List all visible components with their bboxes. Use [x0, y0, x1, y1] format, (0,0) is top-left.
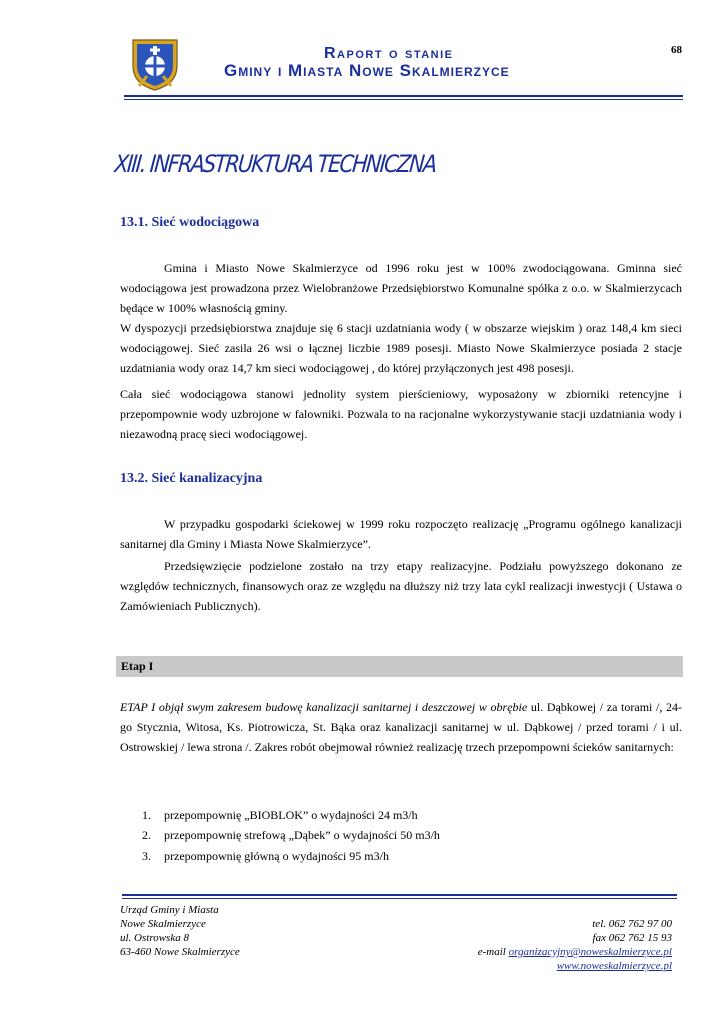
footer-contact	[478, 917, 672, 973]
paragraph: Przedsięwzięcie podzielone zostało na trzy etapy realizacyjne. Podziału powyższego dokonano ze względów technicznych, finansowych oraz ze względu na dłuższy niż trzy lata cykl realizacji inwestycji ( Ustawa o Zamówieniach Publicznych).	[120, 559, 682, 613]
section-heading-sewage: 13.2. Sieć kanalizacyjna	[120, 471, 263, 486]
page-number: 68	[671, 44, 682, 56]
footer-org: Nowe Skalmierzyce	[120, 918, 206, 930]
list-item: 2. przepompownię strefową „Dąbek” o wydajności 50 m3/h	[142, 828, 440, 842]
footer-street: ul. Ostrowska 8	[120, 932, 189, 944]
stage-paragraph-text: ul. Dąbkowej / za torami /, 24-go Stycznia, Witosa, Ks. Piotrowicza, St. Bąka oraz kanalizacji sanitarnej w ul. Dąbkowej / przed torami / i ul. Ostrowskiej / lewa strona /. Zakres robót obejmował również realizację trzech przepompowni ścieków sanitarnych:	[120, 700, 683, 754]
footer-fax: fax 062 762 15 93	[592, 932, 672, 944]
footer-email-line: e-mail organizacyjny@noweskalmierzyce.pl	[477, 946, 672, 958]
footer-address	[120, 903, 240, 959]
stage-paragraph	[120, 697, 682, 757]
paragraph: W przypadku gospodarki ściekowej w 1999 roku rozpoczęto realizację „Programu ogólnego kanalizacji sanitarnej dla Gminy i Miasta Nowe Skalmierzyce”.	[120, 517, 682, 551]
footer-divider	[122, 894, 677, 899]
footer-email-link[interactable]: organizacyjny@noweskalmierzyce.pl	[508, 946, 672, 958]
section-heading-water: 13.1. Sieć wodociągowa	[120, 215, 260, 230]
footer-tel: tel. 062 762 97 00	[592, 918, 672, 930]
coat-of-arms-icon	[127, 36, 183, 92]
stage-header-band	[116, 656, 683, 677]
stage-label: Etap I	[121, 659, 154, 673]
report-subtitle: Gminy i Miasta Nowe Skalmierzyce	[224, 61, 510, 80]
header-divider	[124, 95, 683, 100]
footer-city: 63-460 Nowe Skalmierzyce	[120, 946, 240, 958]
stage-paragraph-italic: ETAP I objął swym zakresem budowę kanalizacji sanitarnej i deszczowej w obrębie	[120, 700, 528, 714]
report-title: Raport o stanie	[324, 45, 454, 62]
paragraph: Cała sieć wodociągowa stanowi jednolity system pierścieniowy, wyposażony w zbiorniki retencyjne i przepompownie wody uzbrojone w falowniki. Pozwala to na racjonalne wykorzystywanie stacji uzdatniania wody i niezawodną pracę sieci wodociągowej.	[120, 387, 682, 441]
list-item: 1. przepompownię „BIOBLOK” o wydajności 24 m3/h	[142, 808, 418, 822]
footer-website-link[interactable]: www.noweskalmierzyce.pl	[556, 960, 672, 972]
list-item: 3. przepompownię główną o wydajności 95 m3/h	[142, 849, 389, 863]
paragraph: Gmina i Miasto Nowe Skalmierzyce od 1996 roku jest w 100% zwodociągowana. Gminna sieć wodociągowa jest prowadzona przez Wielobranżowe Przedsiębiorstwo Komunalne spółka z o.o. w Skalmierzycach będące w 100% własnością gminy.	[120, 261, 682, 315]
paragraph: W dyspozycji przedsiębiorstwa znajduje się 6 stacji uzdatniania wody ( w obszarze wiejskim ) oraz 148,4 km sieci wodociągowej. Sieć zasila 26 wsi o łącznej liczbie 1989 posesji. Miasto Nowe Skalmierzyce posiada 2 stacje uzdatniania wody oraz 14,7 km sieci wodociągowej , do której przyłączonych jest 498 posesji.	[120, 321, 682, 375]
footer-org: Urząd Gminy i Miasta	[120, 904, 219, 916]
chapter-title: XIII. INFRASTRUKTURA TECHNICZNA	[113, 150, 437, 178]
